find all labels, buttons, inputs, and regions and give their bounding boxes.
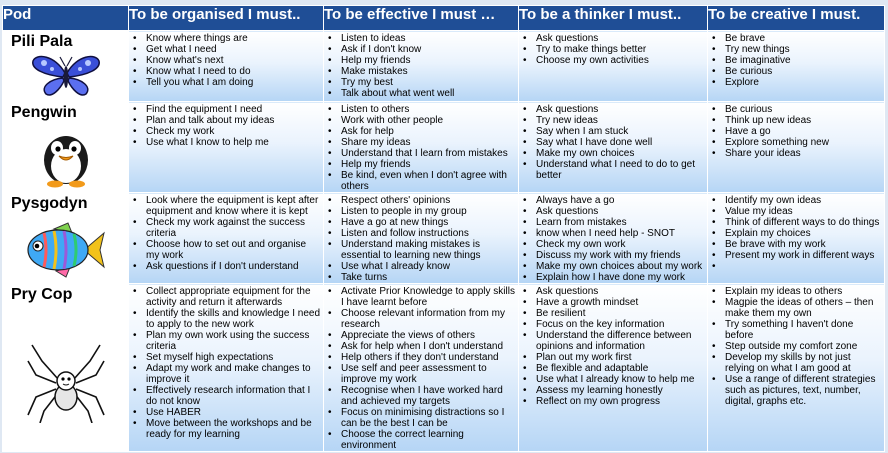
list-item: • Take turns xyxy=(328,272,516,283)
list-item: • Be curious xyxy=(712,104,882,115)
list-item: • Have a go xyxy=(712,126,882,137)
list-item: • Use what I already know xyxy=(328,261,516,272)
list-item: • Be curious xyxy=(712,66,882,77)
pod-cell xyxy=(3,284,129,452)
list-item: • Be resilient xyxy=(523,308,705,319)
list-item: • Explain my ideas to others xyxy=(712,286,882,297)
list-item: • Choose how to set out and organise my work xyxy=(133,239,321,261)
list-item: • Focus on minimising distractions so I can be the best I can be xyxy=(328,407,516,429)
creative-cell xyxy=(708,284,885,452)
list-item: • Be brave with my work xyxy=(712,239,882,250)
effective-cell xyxy=(324,102,519,193)
list-item: • Explore xyxy=(712,77,882,88)
pod-row-pry-cop xyxy=(3,284,885,452)
list-item: • Ask questions xyxy=(523,206,705,217)
list-item: • Ask questions if I don't understand xyxy=(133,261,321,272)
list-item: • Listen to ideas xyxy=(328,33,516,44)
effective-cell xyxy=(324,31,519,102)
list-item: • Discuss my work with my friends xyxy=(523,250,705,261)
header-pod: Pod xyxy=(3,6,129,31)
list-item: • Understand making mistakes is essential to learning new things xyxy=(328,239,516,261)
list-item: • Check my own work xyxy=(523,239,705,250)
list-item: • Know what I need to do xyxy=(133,66,321,77)
list-item: • Value my ideas xyxy=(712,206,882,217)
effective-cell xyxy=(324,193,519,284)
list-item: • Be imaginative xyxy=(712,55,882,66)
header-thinker: To be a thinker I must.. xyxy=(519,6,708,31)
list-item: • Collect appropriate equipment for the activity and return it afterwards xyxy=(133,286,321,308)
header-organised: To be organised I must.. xyxy=(129,6,324,31)
list-item: • Have a growth mindset xyxy=(523,297,705,308)
list-item: • Get what I need xyxy=(133,44,321,55)
list-item: • Recognise when I have worked hard and achieved my targets xyxy=(328,385,516,407)
list-item: • Try something I haven't done before xyxy=(712,319,882,341)
list-item: • Explain my choices xyxy=(712,228,882,239)
list-item: • Step outside my comfort zone xyxy=(712,341,882,352)
list-item: • Be kind, even when I don't agree with others xyxy=(328,170,516,192)
list-item: • Plan my own work using the success criteria xyxy=(133,330,321,352)
pod-name: Pry Cop xyxy=(11,286,73,303)
list-item: • Effectively research information that I do not know xyxy=(133,385,321,407)
thinker-cell xyxy=(519,284,708,452)
list-item: • Reflect on my own progress xyxy=(523,396,705,407)
list-item: • Look where the equipment is kept after equipment and know where it is kept xyxy=(133,195,321,217)
list-item: • Make my own choices about my work xyxy=(523,261,705,272)
list-item: • Always have a go xyxy=(523,195,705,206)
list-item: • Use self and peer assessment to improve my work xyxy=(328,363,516,385)
organised-cell xyxy=(129,193,324,284)
list-item: • Respect others' opinions xyxy=(328,195,516,206)
list-item: • Know where things are xyxy=(133,33,321,44)
list-item: • Understand that I learn from mistakes xyxy=(328,148,516,159)
list-item: • Talk about what went well xyxy=(328,88,516,99)
pod-row-pengwin xyxy=(3,102,885,193)
pod-cell xyxy=(3,102,129,193)
list-item: • Help others if they don't understand xyxy=(328,352,516,363)
list-item: • Explore something new xyxy=(712,137,882,148)
list-item: • Listen to people in my group xyxy=(328,206,516,217)
list-item: • Think up new ideas xyxy=(712,115,882,126)
header-effective: To be effective I must … xyxy=(324,6,519,31)
spider-icon xyxy=(26,339,106,423)
list-item: • Choose the correct learning environment xyxy=(328,429,516,451)
list-item: • Try my best xyxy=(328,77,516,88)
list-item: • Ask questions xyxy=(523,286,705,297)
list-item: • know when I need help - SNOT xyxy=(523,228,705,239)
butterfly-icon xyxy=(30,53,102,97)
list-item: • Assess my learning honestly xyxy=(523,385,705,396)
list-item: • Identify the skills and knowledge I need to apply to the new work xyxy=(133,308,321,330)
penguin-icon xyxy=(35,126,97,188)
pod-row-pili-pala xyxy=(3,31,885,102)
list-item: • Learn from mistakes xyxy=(523,217,705,228)
list-item: • Plan and talk about my ideas xyxy=(133,115,321,126)
list-item: • Use what I know to help me xyxy=(133,137,321,148)
list-item: • Think of different ways to do things xyxy=(712,217,882,228)
pod-name: Pysgodyn xyxy=(11,195,88,212)
thinker-cell xyxy=(519,193,708,284)
list-item: • Move between the workshops and be ready for my learning xyxy=(133,418,321,440)
list-item: • Work with other people xyxy=(328,115,516,126)
pod-cell xyxy=(3,31,129,102)
list-item: • Listen and follow instructions xyxy=(328,228,516,239)
list-item: • Check my work xyxy=(133,126,321,137)
fish-icon xyxy=(24,221,108,279)
list-item: • Help my friends xyxy=(328,55,516,66)
list-item: • Know what's next xyxy=(133,55,321,66)
list-item: • Share your ideas xyxy=(712,148,882,159)
list-item: • Have a go at new things xyxy=(328,217,516,228)
pod-name: Pengwin xyxy=(11,104,77,121)
header-row xyxy=(3,6,885,31)
organised-cell xyxy=(129,31,324,102)
pod-cell xyxy=(3,193,129,284)
list-item: • Understand what I need to do to get better xyxy=(523,159,705,181)
list-item: • Listen to others xyxy=(328,104,516,115)
list-item: • Magpie the ideas of others – then make them my own xyxy=(712,297,882,319)
list-item: • Try to make things better xyxy=(523,44,705,55)
header-creative: To be creative I must. xyxy=(708,6,885,31)
thinker-cell xyxy=(519,102,708,193)
list-item: • Focus on the key information xyxy=(523,319,705,330)
thinker-cell xyxy=(519,31,708,102)
list-item: • Explain how I have done my work xyxy=(523,272,705,283)
list-item: • Use HABER xyxy=(133,407,321,418)
list-item: • Try new things xyxy=(712,44,882,55)
list-item: • Tell you what I am doing xyxy=(133,77,321,88)
list-item: • Activate Prior Knowledge to apply skills I have learnt before xyxy=(328,286,516,308)
list-item: • Share my ideas xyxy=(328,137,516,148)
creative-cell xyxy=(708,102,885,193)
list-item: • Set myself high expectations xyxy=(133,352,321,363)
list-item: • Adapt my work and make changes to improve it xyxy=(133,363,321,385)
list-item: • Ask questions xyxy=(523,104,705,115)
list-item: • Say when I am stuck xyxy=(523,126,705,137)
list-item: • Ask for help xyxy=(328,126,516,137)
creative-cell xyxy=(708,31,885,102)
list-item: • Try new ideas xyxy=(523,115,705,126)
list-item: • Make mistakes xyxy=(328,66,516,77)
list-item: • Ask questions xyxy=(523,33,705,44)
list-item: • Help my friends xyxy=(328,159,516,170)
list-item: • Use a range of different strategies such as pictures, text, number, digital, graphs etc. xyxy=(712,374,882,407)
organised-cell xyxy=(129,284,324,452)
list-item: • Present my work in different ways xyxy=(712,250,882,261)
list-item: • Be flexible and adaptable xyxy=(523,363,705,374)
creative-cell xyxy=(708,193,885,284)
list-item: • Say what I have done well xyxy=(523,137,705,148)
list-item: • Choose relevant information from my research xyxy=(328,308,516,330)
list-item: • Ask for help when I don't understand xyxy=(328,341,516,352)
list-item: • Appreciate the views of others xyxy=(328,330,516,341)
list-item: • Choose my own activities xyxy=(523,55,705,66)
effective-cell xyxy=(324,284,519,452)
pod-name: Pili Pala xyxy=(11,33,73,50)
list-item: • Use what I already know to help me xyxy=(523,374,705,385)
pod-expectations-table xyxy=(2,5,885,452)
list-item: • Develop my skills by not just relying on what I am good at xyxy=(712,352,882,374)
organised-cell xyxy=(129,102,324,193)
list-item: • Check my work against the success criteria xyxy=(133,217,321,239)
list-item: • Make my own choices xyxy=(523,148,705,159)
list-item: • Plan out my work first xyxy=(523,352,705,363)
pod-row-pysgodyn xyxy=(3,193,885,284)
list-item: • Identify my own ideas xyxy=(712,195,882,206)
list-item: • Ask if I don't know xyxy=(328,44,516,55)
list-item: • Be brave xyxy=(712,33,882,44)
list-item: • Find the equipment I need xyxy=(133,104,321,115)
list-item: • Understand the difference between opinions and information xyxy=(523,330,705,352)
